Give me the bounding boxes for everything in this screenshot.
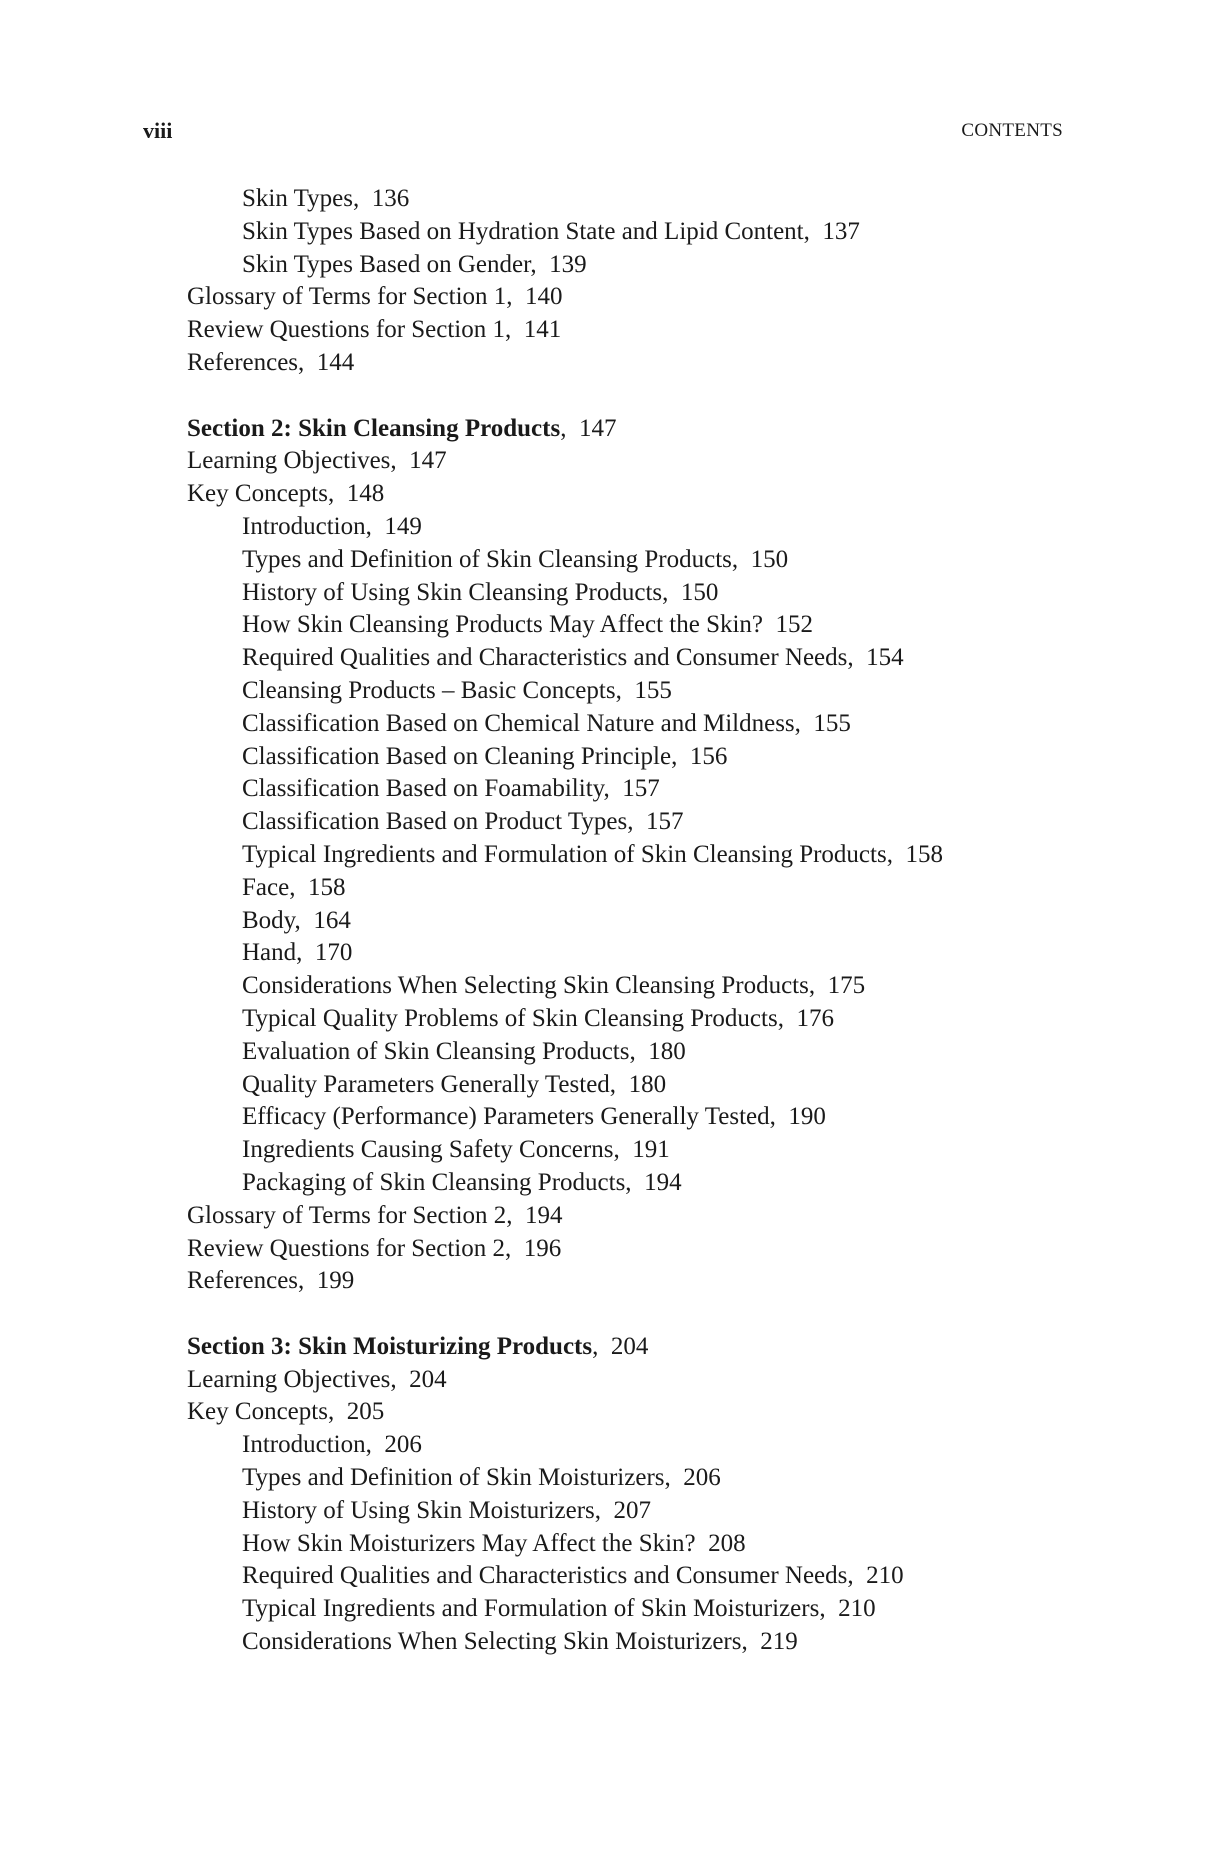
- toc-page-number: 148: [346, 480, 385, 508]
- toc-entry: [187, 1593, 1087, 1626]
- toc-page-number: 219: [760, 1628, 798, 1656]
- toc-entry-title: Ingredients Causing Safety Concerns,: [242, 1136, 620, 1164]
- toc-entry-title: History of Using Skin Moisturizers,: [242, 1496, 602, 1524]
- toc-entry-title: Body,: [242, 906, 301, 934]
- toc-entry: [187, 1069, 1087, 1102]
- toc-entry-title: Classification Based on Product Types,: [242, 808, 634, 836]
- toc-entry: [187, 741, 1087, 774]
- toc-page-number: 152: [775, 611, 814, 639]
- toc-page-number: 194: [525, 1201, 563, 1229]
- toc-entry-title: Required Qualities and Characteristics and Consumer Needs,: [242, 1562, 854, 1590]
- toc-entry-title: Classification Based on Foamability,: [242, 775, 610, 803]
- toc-entry: [187, 1134, 1087, 1167]
- toc-page-number: 147: [578, 414, 617, 442]
- toc-entry: [187, 445, 1087, 478]
- toc-page-number: 175: [827, 972, 866, 1000]
- toc-entry-title: Quality Parameters Generally Tested,: [242, 1070, 617, 1098]
- toc-spacer: [187, 1298, 1087, 1331]
- toc-entry-title: Evaluation of Skin Cleansing Products,: [242, 1037, 636, 1065]
- toc-entry-title: Learning Objectives,: [187, 447, 397, 475]
- toc-page-number: 158: [307, 873, 346, 901]
- toc-entry-title: Skin Types Based on Gender,: [242, 250, 537, 278]
- toc-page-number: 147: [409, 447, 447, 475]
- toc-page-number: 137: [822, 217, 860, 245]
- toc-entry-title: Typical Ingredients and Formulation of Skin Cleansing Products,: [242, 840, 893, 868]
- toc-entry: [187, 1462, 1087, 1495]
- toc-entry-title: How Skin Moisturizers May Affect the Skin?: [242, 1529, 696, 1557]
- toc-entry-title: References,: [187, 1267, 305, 1295]
- toc-page-number: 204: [610, 1332, 649, 1360]
- toc-page-number: 199: [316, 1267, 355, 1295]
- toc-entry: [187, 1036, 1087, 1069]
- toc-page-number: 155: [634, 676, 672, 704]
- toc-page-number: 180: [648, 1037, 686, 1065]
- toc-entry: [187, 1626, 1087, 1659]
- running-head: CONTENTS: [961, 120, 1063, 141]
- toc-page-number: 157: [646, 808, 684, 836]
- toc-entry: [187, 1167, 1087, 1200]
- toc-entry-title: Face,: [242, 873, 296, 901]
- toc-entry: [187, 1528, 1087, 1561]
- toc-page-number: 194: [644, 1168, 682, 1196]
- toc-entry: [187, 872, 1087, 905]
- toc-entry-title: Review Questions for Section 2,: [187, 1234, 512, 1262]
- toc-entry-title: Typical Quality Problems of Skin Cleansing Products,: [242, 1004, 784, 1032]
- toc-entry-title: Glossary of Terms for Section 1,: [187, 283, 513, 311]
- toc-entry-title: Types and Definition of Skin Cleansing Products,: [242, 545, 739, 573]
- toc-entry-title: References,: [187, 348, 305, 376]
- toc-entry: [187, 544, 1087, 577]
- toc-page-number: 206: [683, 1464, 721, 1492]
- toc-entry: [187, 905, 1087, 938]
- toc-entry: [187, 937, 1087, 970]
- toc-entry-title: Required Qualities and Characteristics and Consumer Needs,: [242, 644, 854, 672]
- toc-entry: [187, 1265, 1087, 1298]
- toc-entry-title: Skin Types Based on Hydration State and Lipid Content,: [242, 217, 810, 245]
- page-number: viii: [143, 118, 173, 143]
- toc-page-number: 204: [409, 1365, 447, 1393]
- toc-entry: [187, 1233, 1087, 1266]
- toc-entry: [187, 478, 1087, 511]
- page-header: [143, 118, 1063, 148]
- toc-entry-title: Classification Based on Chemical Nature and Mildness,: [242, 709, 801, 737]
- toc-entry: [187, 1560, 1087, 1593]
- toc-entry-title: Learning Objectives,: [187, 1365, 397, 1393]
- toc-section-heading: Section 2: Skin Cleansing Products, 147: [187, 414, 617, 442]
- toc-entry-title: Considerations When Selecting Skin Cleansing Products,: [242, 972, 816, 1000]
- toc-page-number: 208: [708, 1529, 746, 1557]
- toc-page-number: 157: [622, 775, 660, 803]
- toc-entry-title: How Skin Cleansing Products May Affect the Skin?: [242, 611, 764, 639]
- toc-page-number: 141: [523, 316, 562, 344]
- toc-page-number: 158: [905, 840, 943, 868]
- toc-page-number: 155: [813, 709, 851, 737]
- toc-page-number: 164: [313, 906, 351, 934]
- toc-page-number: 191: [632, 1136, 670, 1164]
- toc-entry: [187, 1003, 1087, 1036]
- toc-entry-title: Considerations When Selecting Skin Moisturizers,: [242, 1628, 748, 1656]
- toc-entry-title: Review Questions for Section 1,: [187, 316, 512, 344]
- toc-page-number: 205: [346, 1398, 385, 1426]
- toc-page-number: 156: [689, 742, 728, 770]
- toc-page-number: 144: [316, 348, 355, 376]
- toc-page-number: 149: [384, 512, 422, 540]
- toc-entry: [187, 1429, 1087, 1462]
- toc-entry: [187, 347, 1087, 380]
- table-of-contents: [187, 183, 1087, 1659]
- toc-page-number: 140: [525, 283, 563, 311]
- toc-entry-title: Hand,: [242, 939, 303, 967]
- toc-page-number: 210: [838, 1595, 876, 1623]
- toc-entry: [187, 249, 1087, 282]
- toc-page-number: 150: [680, 578, 719, 606]
- toc-entry: [187, 314, 1087, 347]
- toc-page-number: 207: [613, 1496, 652, 1524]
- toc-page-number: 180: [628, 1070, 667, 1098]
- toc-entry: [187, 806, 1087, 839]
- toc-entry-title: Key Concepts,: [187, 1398, 335, 1426]
- toc-entry: [187, 609, 1087, 642]
- toc-entry-title: Packaging of Skin Cleansing Products,: [242, 1168, 632, 1196]
- toc-entry: [187, 281, 1087, 314]
- toc-section-title: Section 2: Skin Cleansing Products: [187, 414, 561, 442]
- toc-entry: [187, 577, 1087, 610]
- toc-entry: [187, 1396, 1087, 1429]
- toc-entry: [187, 708, 1087, 741]
- toc-page-number: 170: [314, 939, 353, 967]
- toc-entry-title: Key Concepts,: [187, 480, 335, 508]
- toc-entry: [187, 1200, 1087, 1233]
- toc-entry: [187, 675, 1087, 708]
- toc-entry-title: Typical Ingredients and Formulation of Skin Moisturizers,: [242, 1595, 826, 1623]
- toc-page-number: 190: [788, 1103, 826, 1131]
- toc-entry-title: Skin Types,: [242, 185, 360, 212]
- toc-page-number: 150: [750, 545, 789, 573]
- toc-page-number: 210: [866, 1562, 904, 1590]
- toc-entry-title: Types and Definition of Skin Moisturizers,: [242, 1464, 671, 1492]
- toc-entry-title: Efficacy (Performance) Parameters Generally Tested,: [242, 1103, 776, 1131]
- toc-section-heading: Section 3: Skin Moisturizing Products, 204: [187, 1332, 649, 1360]
- toc-entry: [187, 1495, 1087, 1528]
- toc-entry: [187, 216, 1087, 249]
- toc-page-number: 206: [384, 1431, 422, 1459]
- toc-entry: [187, 773, 1087, 806]
- toc-entry: [187, 642, 1087, 675]
- toc-page-number: 139: [549, 250, 587, 278]
- toc-entry: [187, 839, 1087, 872]
- toc-entry-title: Cleansing Products – Basic Concepts,: [242, 676, 622, 704]
- toc-entry-title: History of Using Skin Cleansing Products,: [242, 578, 669, 606]
- toc-spacer: [187, 380, 1087, 413]
- toc-page-number: 154: [866, 644, 904, 672]
- toc-entry: [187, 1364, 1087, 1397]
- toc-entry: [187, 970, 1087, 1003]
- toc-page-number: 196: [523, 1234, 562, 1262]
- toc-entry-title: Introduction,: [242, 1431, 372, 1459]
- toc-entry: [187, 183, 1087, 216]
- toc-entry-title: Classification Based on Cleaning Principle,: [242, 742, 678, 770]
- toc-entry-title: Glossary of Terms for Section 2,: [187, 1201, 513, 1229]
- toc-page-number: 176: [796, 1004, 834, 1032]
- toc-entry-title: Introduction,: [242, 512, 372, 540]
- toc-page-number: 136: [371, 185, 410, 212]
- toc-entry: [187, 1101, 1087, 1134]
- toc-entry: [187, 511, 1087, 544]
- toc-section-title: Section 3: Skin Moisturizing Products: [187, 1332, 593, 1360]
